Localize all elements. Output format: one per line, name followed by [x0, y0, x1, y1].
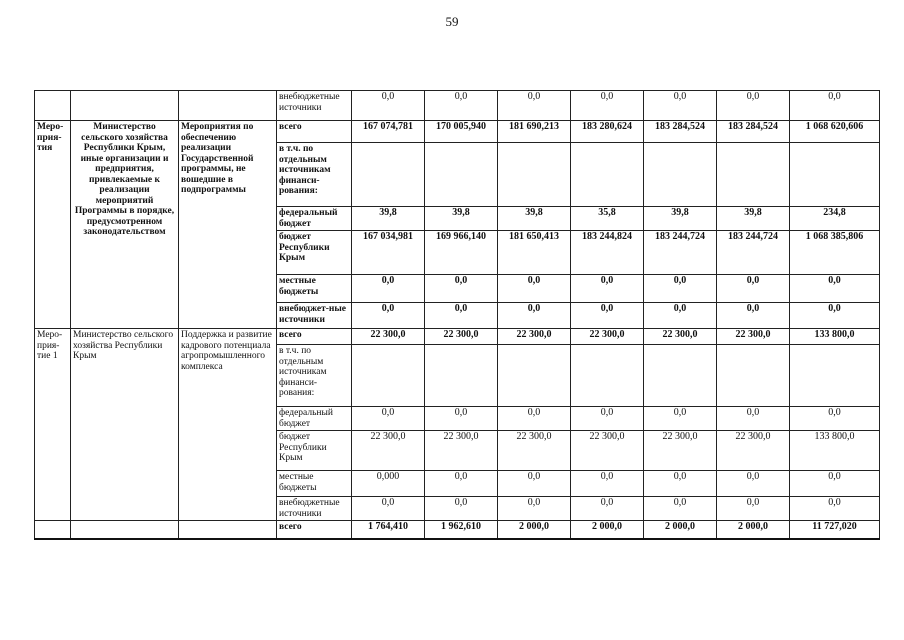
amount-cell: 0,0: [717, 91, 790, 121]
amount-cell: 0,0: [352, 407, 425, 431]
funding-source: в т.ч. по отдельным источникам финанси-рования:: [277, 143, 352, 207]
amount-cell: 0,0: [790, 275, 880, 303]
amount-cell: 22 300,0: [498, 329, 571, 345]
amount-cell: [790, 143, 880, 207]
amount-cell: 11 727,020: [790, 521, 880, 539]
amount-cell: [571, 143, 644, 207]
funding-source: всего: [277, 121, 352, 143]
amount-cell: 169 966,140: [425, 231, 498, 275]
amount-cell: [352, 143, 425, 207]
funding-source: бюджет Республики Крым: [277, 431, 352, 471]
funding-source: всего: [277, 521, 352, 539]
amount-cell: 183 244,724: [717, 231, 790, 275]
amount-cell: 0,0: [644, 471, 717, 497]
funding-source: всего: [277, 329, 352, 345]
amount-cell: 0,0: [498, 275, 571, 303]
amount-cell: 0,0: [352, 497, 425, 521]
budget-table: [34, 90, 880, 540]
amount-cell: [425, 345, 498, 407]
amount-cell: 0,0: [571, 91, 644, 121]
amount-cell: 0,0: [717, 471, 790, 497]
amount-cell: [644, 143, 717, 207]
amount-cell: 0,0: [790, 303, 880, 329]
amount-cell: 0,0: [571, 471, 644, 497]
amount-cell: 183 284,524: [644, 121, 717, 143]
amount-cell: 0,0: [790, 91, 880, 121]
amount-cell: [352, 345, 425, 407]
amount-cell: 1 068 385,806: [790, 231, 880, 275]
funding-source: в т.ч. по отдельным источникам финанси-рования:: [277, 345, 352, 407]
amount-cell: 0,0: [425, 303, 498, 329]
empty-cell: [35, 521, 71, 539]
amount-cell: 167 034,981: [352, 231, 425, 275]
empty-cell: [71, 521, 179, 539]
amount-cell: 2 000,0: [644, 521, 717, 539]
amount-cell: 183 280,624: [571, 121, 644, 143]
funding-source: внебюджетные источники: [277, 91, 352, 121]
amount-cell: 170 005,940: [425, 121, 498, 143]
amount-cell: 167 074,781: [352, 121, 425, 143]
amount-cell: 39,8: [644, 207, 717, 231]
amount-cell: 39,8: [352, 207, 425, 231]
amount-cell: 0,0: [425, 471, 498, 497]
amount-cell: [425, 143, 498, 207]
funding-source: федеральный бюджет: [277, 407, 352, 431]
funding-source: местные бюджеты: [277, 471, 352, 497]
amount-cell: [717, 143, 790, 207]
empty-cell: [179, 521, 277, 539]
amount-cell: 183 244,724: [644, 231, 717, 275]
amount-cell: 0,0: [425, 275, 498, 303]
amount-cell: 0,0: [644, 275, 717, 303]
amount-cell: [644, 345, 717, 407]
amount-cell: 0,0: [425, 407, 498, 431]
amount-cell: [717, 345, 790, 407]
amount-cell: 0,0: [571, 303, 644, 329]
amount-cell: 22 300,0: [498, 431, 571, 471]
amount-cell: 0,0: [498, 303, 571, 329]
responsible-organization: Министерство сельского хозяйства Республики Крым, иные организации и предприятия, привлекаемые к реализации мероприятий Программы в порядке, предусмотренном законодательством: [71, 121, 179, 329]
amount-cell: 0,0: [717, 497, 790, 521]
amount-cell: 0,0: [425, 497, 498, 521]
amount-cell: 22 300,0: [571, 329, 644, 345]
amount-cell: 39,8: [717, 207, 790, 231]
amount-cell: 0,0: [790, 471, 880, 497]
funding-source: местные бюджеты: [277, 275, 352, 303]
amount-cell: 0,0: [498, 497, 571, 521]
amount-cell: 1 764,410: [352, 521, 425, 539]
amount-cell: 22 300,0: [717, 329, 790, 345]
amount-cell: 0,0: [644, 91, 717, 121]
amount-cell: [790, 345, 880, 407]
amount-cell: 0,0: [425, 91, 498, 121]
amount-cell: 0,0: [352, 303, 425, 329]
amount-cell: 1 962,610: [425, 521, 498, 539]
amount-cell: 0,0: [644, 497, 717, 521]
funding-source: федеральный бюджет: [277, 207, 352, 231]
amount-cell: [498, 345, 571, 407]
activity-label: Меро-прия-тие 1: [35, 329, 71, 521]
amount-cell: 22 300,0: [352, 329, 425, 345]
amount-cell: 234,8: [790, 207, 880, 231]
table-row: [35, 91, 880, 121]
amount-cell: 0,0: [498, 407, 571, 431]
responsible-organization: Министерство сельского хозяйства Республики Крым: [71, 329, 179, 521]
table-row: [35, 521, 880, 539]
amount-cell: 22 300,0: [425, 329, 498, 345]
amount-cell: 0,0: [717, 303, 790, 329]
amount-cell: 181 650,413: [498, 231, 571, 275]
amount-cell: 0,0: [352, 91, 425, 121]
activity-label: Меро-прия-тия: [35, 121, 71, 329]
empty-cell: [35, 91, 71, 121]
amount-cell: [571, 345, 644, 407]
amount-cell: 0,0: [717, 275, 790, 303]
table-row: [35, 121, 880, 143]
amount-cell: 22 300,0: [644, 431, 717, 471]
amount-cell: 183 284,524: [717, 121, 790, 143]
amount-cell: 0,0: [717, 407, 790, 431]
amount-cell: 0,0: [790, 407, 880, 431]
amount-cell: 2 000,0: [571, 521, 644, 539]
amount-cell: 0,0: [352, 275, 425, 303]
amount-cell: 0,0: [790, 497, 880, 521]
amount-cell: 0,0: [644, 407, 717, 431]
amount-cell: 35,8: [571, 207, 644, 231]
amount-cell: 0,0: [498, 91, 571, 121]
amount-cell: 22 300,0: [717, 431, 790, 471]
amount-cell: 0,0: [571, 275, 644, 303]
amount-cell: 22 300,0: [425, 431, 498, 471]
amount-cell: 133 800,0: [790, 431, 880, 471]
amount-cell: 0,0: [571, 497, 644, 521]
amount-cell: 0,0: [571, 407, 644, 431]
empty-cell: [179, 91, 277, 121]
funding-source: внебюджет-ные источники: [277, 303, 352, 329]
amount-cell: 2 000,0: [498, 521, 571, 539]
amount-cell: [498, 143, 571, 207]
amount-cell: 22 300,0: [352, 431, 425, 471]
activity-description: Мероприятия по обеспечению реализации Государственной программы, не вошедшие в подпрограммы: [179, 121, 277, 329]
amount-cell: 22 300,0: [644, 329, 717, 345]
empty-cell: [71, 91, 179, 121]
amount-cell: 1 068 620,606: [790, 121, 880, 143]
amount-cell: 0,0: [644, 303, 717, 329]
amount-cell: 0,0: [498, 471, 571, 497]
funding-source: внебюджетные источники: [277, 497, 352, 521]
funding-source: бюджет Республики Крым: [277, 231, 352, 275]
page-number: 59: [445, 14, 459, 29]
amount-cell: 133 800,0: [790, 329, 880, 345]
amount-cell: 22 300,0: [571, 431, 644, 471]
amount-cell: 39,8: [425, 207, 498, 231]
amount-cell: 39,8: [498, 207, 571, 231]
amount-cell: 0,000: [352, 471, 425, 497]
amount-cell: 183 244,824: [571, 231, 644, 275]
amount-cell: 181 690,213: [498, 121, 571, 143]
activity-description: Поддержка и развитие кадрового потенциала агропромышленного комплекса: [179, 329, 277, 521]
table-row: [35, 329, 880, 345]
amount-cell: 2 000,0: [717, 521, 790, 539]
